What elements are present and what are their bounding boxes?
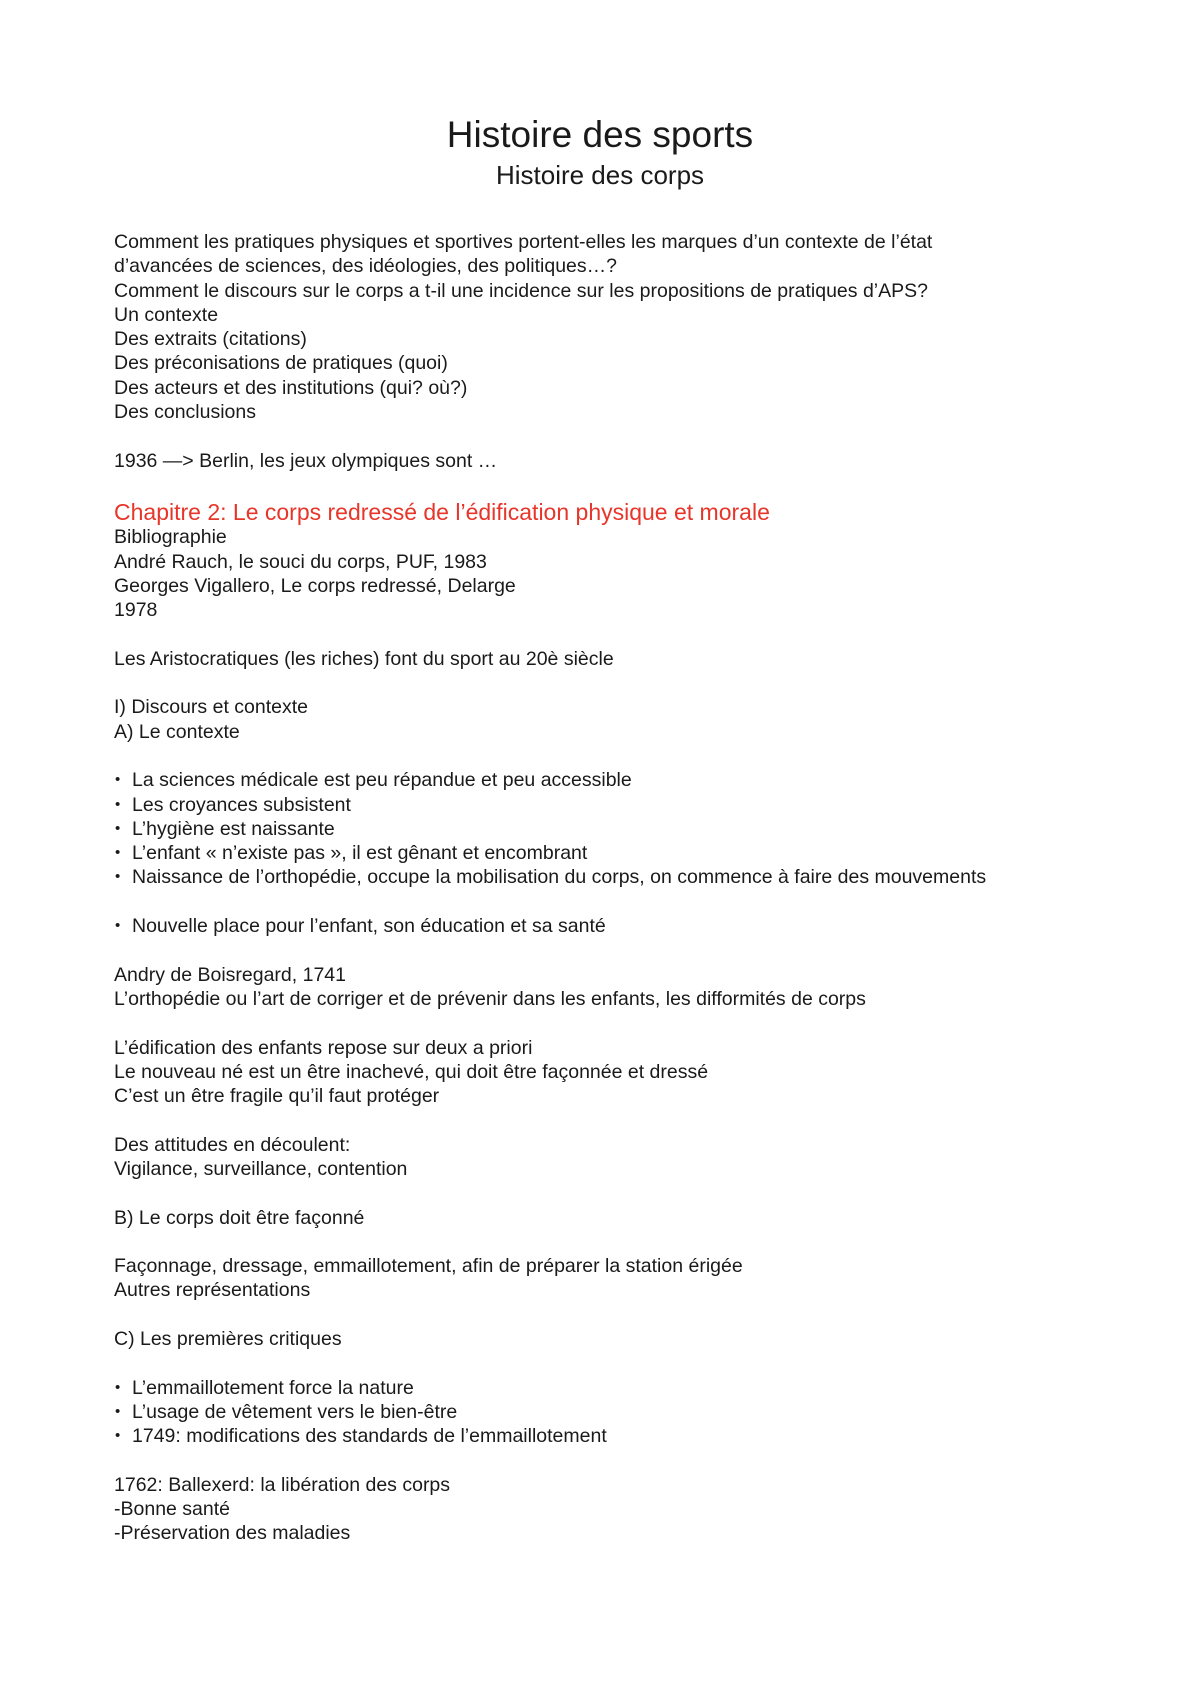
andry-title: L’orthopédie ou l’art de corriger et de prévenir dans les enfants, les difformités de corps [114, 987, 866, 1010]
edification-line: C’est un être fragile qu’il faut protéger [114, 1085, 440, 1108]
critiques-bullet-list [114, 1376, 1074, 1449]
title-block [0, 112, 1200, 192]
subsection-b-heading: B) Le corps doit être façonné [114, 1206, 365, 1229]
bullet-icon: • [115, 819, 121, 837]
intro-item: Des extraits (citations) [114, 328, 307, 351]
list-item: • L’hygiène est naissante [115, 817, 335, 840]
list-item: • Les croyances subsistent [115, 793, 351, 816]
berlin-line: 1936 —> Berlin, les jeux olympiques sont … [114, 449, 498, 472]
list-item: • Naissance de l’orthopédie, occupe la mobilisation du corps, on commence à faire des mouvements [115, 866, 987, 889]
intro-item: Des préconisations de pratiques (quoi) [114, 352, 448, 375]
andry-reference: Andry de Boisregard, 1741 [114, 963, 346, 986]
bullet-icon: • [115, 1427, 121, 1445]
subsection-a-heading: A) Le contexte [114, 720, 240, 743]
bullet-icon: • [115, 868, 121, 886]
intro-question-2: Comment le discours sur le corps a t-il une incidence sur les propositions de pratiques d’APS? [114, 279, 928, 302]
ballexerd-line: -Bonne santé [114, 1498, 231, 1521]
list-item: • Nouvelle place pour l’enfant, son éducation et sa santé [115, 915, 606, 938]
context-bullet-list [114, 768, 1074, 889]
bibliography-entry: Georges Vigallero, Le corps redressé, Delarge [114, 574, 516, 597]
extra-bullet-list [114, 914, 1074, 938]
subsection-b-line: Autres représentations [114, 1279, 311, 1302]
attitudes-line: Vigilance, surveillance, contention [114, 1157, 408, 1180]
bullet-icon: • [115, 1378, 121, 1396]
ballexerd-line: -Préservation des maladies [114, 1522, 351, 1545]
intro-question-1b: d’avancées de sciences, des idéologies, des politiques…? [114, 255, 617, 278]
bullet-icon: • [115, 771, 121, 789]
document-body [114, 230, 1074, 1546]
intro-item: Des acteurs et des institutions (qui? où?) [114, 376, 468, 399]
list-item: • L’usage de vêtement vers le bien-être [115, 1400, 458, 1423]
list-item: • La sciences médicale est peu répandue et peu accessible [115, 769, 632, 792]
page-title: Histoire des sports [446, 114, 754, 155]
ballexerd-line: 1762: Ballexerd: la libération des corps [114, 1473, 451, 1496]
intro-item: Des conclusions [114, 401, 256, 424]
attitudes-line: Des attitudes en découlent: [114, 1133, 351, 1156]
subsection-b-line: Façonnage, dressage, emmaillotement, afin de préparer la station érigée [114, 1255, 743, 1278]
section-heading: I) Discours et contexte [114, 696, 308, 719]
bullet-icon: • [115, 844, 121, 862]
list-item: • 1749: modifications des standards de l’emmaillotement [115, 1425, 607, 1448]
bullet-icon: • [115, 795, 121, 813]
subsection-c-heading: C) Les premières critiques [114, 1328, 342, 1351]
list-item: • L’emmaillotement force la nature [115, 1376, 414, 1399]
chapter-heading: Chapitre 2: Le corps redressé de l’édification physique et morale [114, 499, 770, 526]
intro-question-1a: Comment les pratiques physiques et sportives portent-elles les marques d’un contexte de l’état [114, 231, 933, 253]
bibliography-entry: 1978 [114, 599, 158, 622]
bullet-icon: • [115, 917, 121, 935]
bibliography-entry: André Rauch, le souci du corps, PUF, 1983 [114, 550, 487, 573]
intro-item: Un contexte [114, 303, 219, 326]
edification-line: Le nouveau né est un être inachevé, qui doit être façonnée et dressé [114, 1060, 709, 1083]
aristocratic-line: Les Aristocratiques (les riches) font du sport au 20è siècle [114, 647, 614, 670]
bullet-icon: • [115, 1402, 121, 1420]
edification-line: L’édification des enfants repose sur deux a priori [114, 1036, 533, 1059]
page-subtitle: Histoire des corps [495, 160, 705, 190]
list-item: • L’enfant « n’existe pas », il est gênant et encombrant [115, 842, 588, 865]
bibliography-label: Bibliographie [114, 526, 227, 549]
